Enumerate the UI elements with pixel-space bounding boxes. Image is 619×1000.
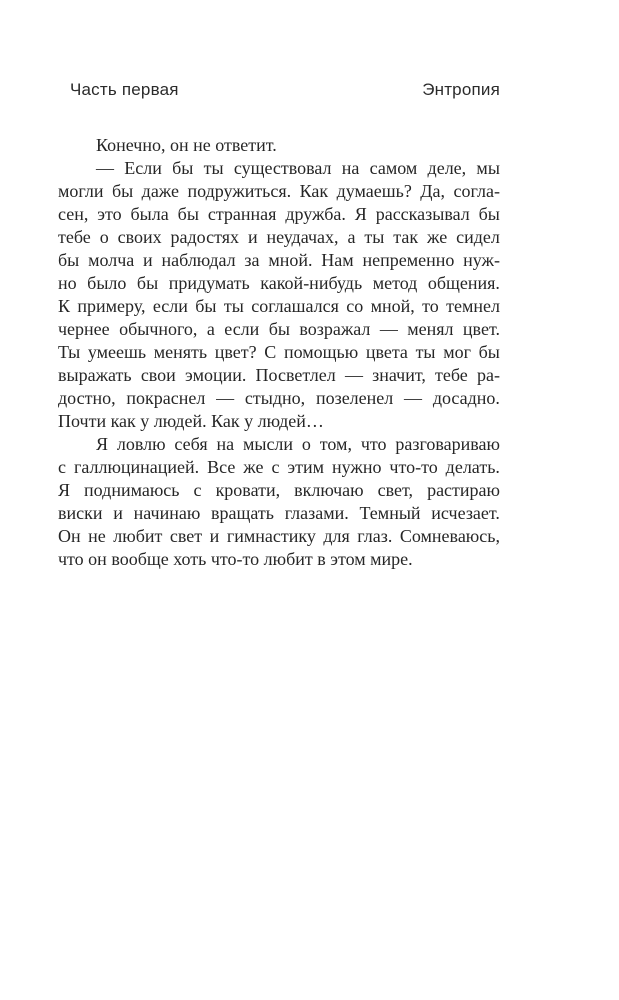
text-column [58, 134, 500, 571]
text-line: виски и начинаю вращать глазами. Темный исчезает. [58, 503, 500, 523]
text-line: Почти как у людей. Как у людей… [58, 411, 324, 431]
text-line: сен, это была бы странная дружба. Я рассказывал бы [58, 204, 500, 224]
text-line: могли бы даже подружиться. Как думаешь? Да, согла- [58, 181, 500, 201]
running-head [70, 80, 500, 100]
text-line: — Если бы ты существовал на самом деле, мы [96, 158, 500, 178]
text-line: что он вообще хоть что-то любит в этом мире. [58, 549, 413, 569]
text-line: Он не любит свет и гимнастику для глаз. Сомневаюсь, [58, 526, 500, 546]
book-title: Энтропия [422, 80, 500, 99]
part-title: Часть первая [70, 80, 179, 99]
text-line: Конечно, он не ответит. [96, 135, 277, 155]
text-line: выражать свои эмоции. Посветлел — значит, тебе ра- [58, 365, 500, 385]
text-line: но было бы придумать какой-нибудь метод общения. [58, 273, 500, 293]
text-line: достно, покраснел — стыдно, позеленел — досадно. [58, 388, 500, 408]
text-line: с галлюцинацией. Все же с этим нужно что-то делать. [58, 457, 500, 477]
text-line: бы молча и наблюдал за мной. Нам непременно нуж- [58, 250, 500, 270]
text-line: К примеру, если бы ты соглашался со мной, то темнел [58, 296, 500, 316]
text-line: чернее обычного, а если бы возражал — менял цвет. [58, 319, 500, 339]
text-line: тебе о своих радостях и неудачах, а ты так же сидел [58, 227, 500, 247]
text-line: Я ловлю себя на мысли о том, что разговариваю [96, 434, 500, 454]
text-line: Ты умеешь менять цвет? С помощью цвета ты мог бы [58, 342, 500, 362]
text-line: Я поднимаюсь с кровати, включаю свет, растираю [58, 480, 500, 500]
